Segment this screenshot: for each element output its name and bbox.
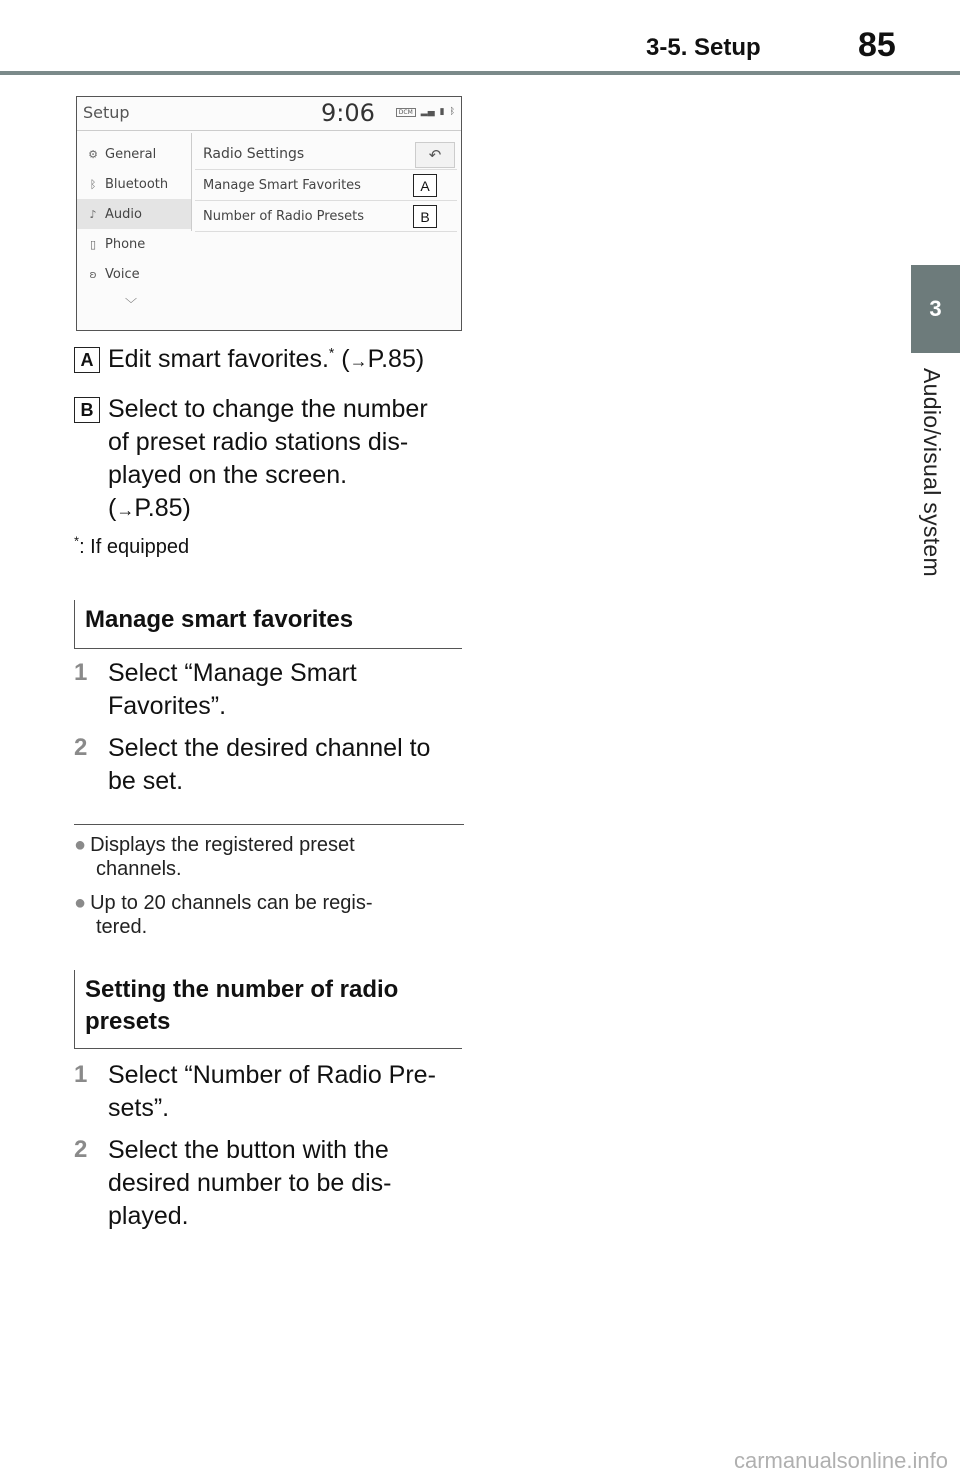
screen-title: Setup [83,103,130,122]
chevron-down-icon[interactable]: ﹀ [125,297,138,311]
manage-smart-favorites-button[interactable] [195,170,457,201]
music-note-icon: ♪ [89,207,97,221]
footnote [74,533,190,559]
step-line: Favorites”. [108,692,227,720]
arrow-right-icon: → [116,500,135,520]
arrow-right-icon: → [349,351,368,371]
bluetooth-icon: ᛒ [89,177,97,191]
note-line: tered. [96,916,148,938]
menu-item-label: Voice [105,266,140,282]
screen-clock: 9:06 [321,99,375,127]
screen-header-divider [77,130,461,131]
menu-item-general[interactable] [77,139,191,169]
watermark: carmanualsonline.info [733,1448,948,1473]
step-line: sets”. [108,1094,170,1122]
heading-line: Setting the number of radio [85,976,399,1003]
menu-item-label: Bluetooth [105,176,169,192]
step-line: Select “Manage Smart [108,659,357,687]
back-button[interactable] [415,142,455,168]
step-text [108,732,430,798]
step-line: played. [108,1202,189,1230]
step-line: Select the button with the [108,1136,389,1164]
row-label: Manage Smart Favorites [203,177,361,193]
page-ref: P.85 [367,345,416,373]
note-line: Displays the registered preset [90,834,355,856]
section-title: 3-5. Setup [646,34,761,61]
signal-icon: ▂▄ [420,107,435,117]
note-item [74,833,355,881]
menu-item-label: General [105,146,157,162]
step-text [108,1059,436,1125]
legend-b-ref-line: (→P.85) [108,494,191,522]
footnote-text: : If equipped [79,536,190,558]
legend-b-text [108,393,428,527]
page-ref: P.85 [134,494,183,522]
note-line: channels. [96,858,182,880]
step-text [108,657,357,723]
asterisk: * [328,344,335,361]
notes-divider [74,824,464,825]
label-box-b: B [74,397,100,423]
chapter-tab: 3 [911,265,960,353]
setup-screen-screenshot [76,96,462,331]
header-rule [0,71,960,75]
step-number: 2 [74,734,88,761]
menu-item-label: Audio [105,206,142,222]
callout-a: A [413,174,437,197]
bluetooth-status-icon: ᛒ [449,107,455,117]
note-item [74,891,373,939]
step-line: Select the desired channel to [108,734,431,762]
chapter-label: Audio/visual system [919,368,945,577]
callout-b: B [413,205,437,228]
number-of-radio-presets-button[interactable] [195,201,457,232]
step-number: 1 [74,659,88,686]
legend-b-line: of preset radio stations dis- [108,428,409,456]
section-heading-radio-presets [74,970,462,1049]
phone-icon: ▯ [89,237,97,251]
menu-item-audio[interactable] [77,199,191,229]
bullet-icon: ● [74,834,87,856]
step-line: Select “Number of Radio Pre- [108,1061,436,1089]
heading-line: presets [85,1008,171,1035]
back-arrow-icon: ↶ [428,146,442,164]
legend-b-line: Select to change the number [108,395,428,423]
menu-divider [191,133,192,231]
legend-b-line: played on the screen. [108,461,348,489]
step-number: 1 [74,1061,88,1088]
radio-settings-panel [195,139,457,232]
menu-item-phone[interactable] [77,229,191,259]
menu-item-bluetooth[interactable] [77,169,191,199]
dcm-icon: DCM [396,108,416,117]
note-line: Up to 20 channels can be regis- [90,892,373,914]
step-line: be set. [108,767,184,795]
row-label: Number of Radio Presets [203,208,364,224]
step-text [108,1134,391,1233]
section-heading-smart-favorites: Manage smart favorites [74,600,462,649]
step-number: 2 [74,1136,88,1163]
panel-heading-label: Radio Settings [203,146,305,162]
page-number: 85 [858,26,896,64]
asterisk: * [74,533,80,549]
legend-a-desc: Edit smart favorites. [108,345,329,373]
bullet-icon: ● [74,892,87,914]
status-bar [396,107,455,117]
voice-icon: ʚ [89,267,97,281]
step-line: desired number to be dis- [108,1169,392,1197]
gear-icon: ⚙ [88,147,98,161]
battery-icon: ▮ [439,107,445,117]
label-box-a: A [74,347,100,373]
menu-item-label: Phone [105,236,146,252]
setup-menu [77,139,191,289]
legend-a-text: Edit smart favorites.* (→P.85) [108,344,425,373]
menu-item-voice[interactable] [77,259,191,289]
panel-heading [195,139,457,170]
